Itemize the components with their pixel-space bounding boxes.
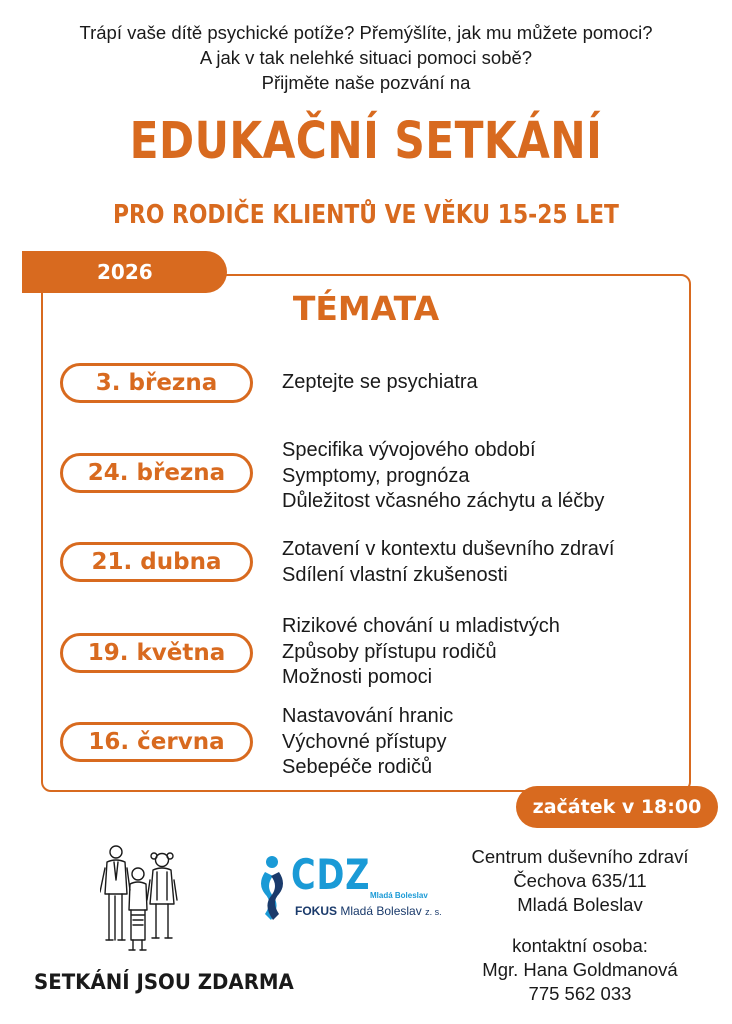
logo-org-bold: FOKUS (295, 904, 337, 918)
venue-address (452, 845, 708, 917)
year-badge (22, 251, 227, 293)
session-topics-3 (282, 537, 614, 588)
session-topics-1 (282, 370, 478, 396)
event-title: EDUKAČNÍ SETKÁNÍ (129, 112, 603, 171)
session-topic: Sdílení vlastní zkušenosti (282, 563, 508, 586)
start-time-badge: začátek v 18:00 (516, 786, 718, 828)
session-topic: Způsoby přístupu rodičů (282, 640, 497, 663)
intro-line-2: A jak v tak nelehké situaci pomoci sobě? (199, 47, 533, 68)
session-topics-5 (282, 704, 453, 781)
address-line-3: Mladá Boleslav (517, 894, 643, 915)
contact-name: Mgr. Hana Goldmanová (482, 959, 678, 980)
session-topic: Symptomy, prognóza (282, 464, 470, 487)
session-date-3: 21. dubna (60, 542, 253, 582)
logo-org (295, 904, 442, 918)
family-illustration-icon (100, 840, 180, 955)
session-topic: Zotavení v kontextu duševního zdraví (282, 538, 615, 560)
session-date-5: 16. června (60, 722, 253, 762)
event-subtitle: PRO RODIČE KLIENTŮ VE VĚKU 15-25 LET (113, 200, 619, 230)
session-topics-2 (282, 438, 604, 515)
contact-phone[interactable]: 775 562 033 (528, 983, 632, 1004)
cdz-logo (255, 852, 445, 927)
contact-info (452, 934, 708, 1006)
cdz-logo-mark-icon (255, 854, 289, 926)
address-line-2: Čechova 635/11 (513, 870, 647, 891)
logo-cdz-text: CDZ (291, 850, 371, 899)
session-topic: Výchovné přístupy (282, 730, 447, 753)
intro-line-3: Přijměte naše pozvání na (261, 72, 471, 93)
session-topic: Specifika vývojového období (282, 439, 536, 461)
session-topic: Zeptejte se psychiatra (282, 371, 478, 393)
year-label: 2026 (97, 260, 153, 284)
session-topic: Sebepéče rodičů (282, 756, 433, 778)
logo-subtext: Mladá Boleslav (370, 891, 428, 900)
session-date-2: 24. března (60, 453, 253, 493)
session-topic: Možnosti pomoci (282, 666, 433, 688)
free-admission-note: SETKÁNÍ JSOU ZDARMA (34, 970, 294, 994)
session-topic: Rizikové chování u mladistvých (282, 615, 560, 637)
intro-text (0, 20, 732, 95)
session-date-4: 19. května (60, 633, 253, 673)
themes-heading: TÉMATA (292, 289, 440, 328)
address-line-1: Centrum duševního zdraví (471, 846, 689, 867)
intro-line-1: Trápí vaše dítě psychické potíže? Přemýšlíte, jak mu můžete pomoci? (79, 22, 653, 43)
logo-org-rest: Mladá Boleslav (340, 904, 422, 918)
logo-org-suffix: z. s. (425, 907, 442, 917)
session-topic: Nastavování hranic (282, 705, 454, 727)
contact-label: kontaktní osoba: (512, 935, 648, 956)
session-topics-4 (282, 614, 560, 691)
session-date-1: 3. března (60, 363, 253, 403)
session-topic: Důležitost včasného záchytu a léčby (282, 490, 605, 512)
